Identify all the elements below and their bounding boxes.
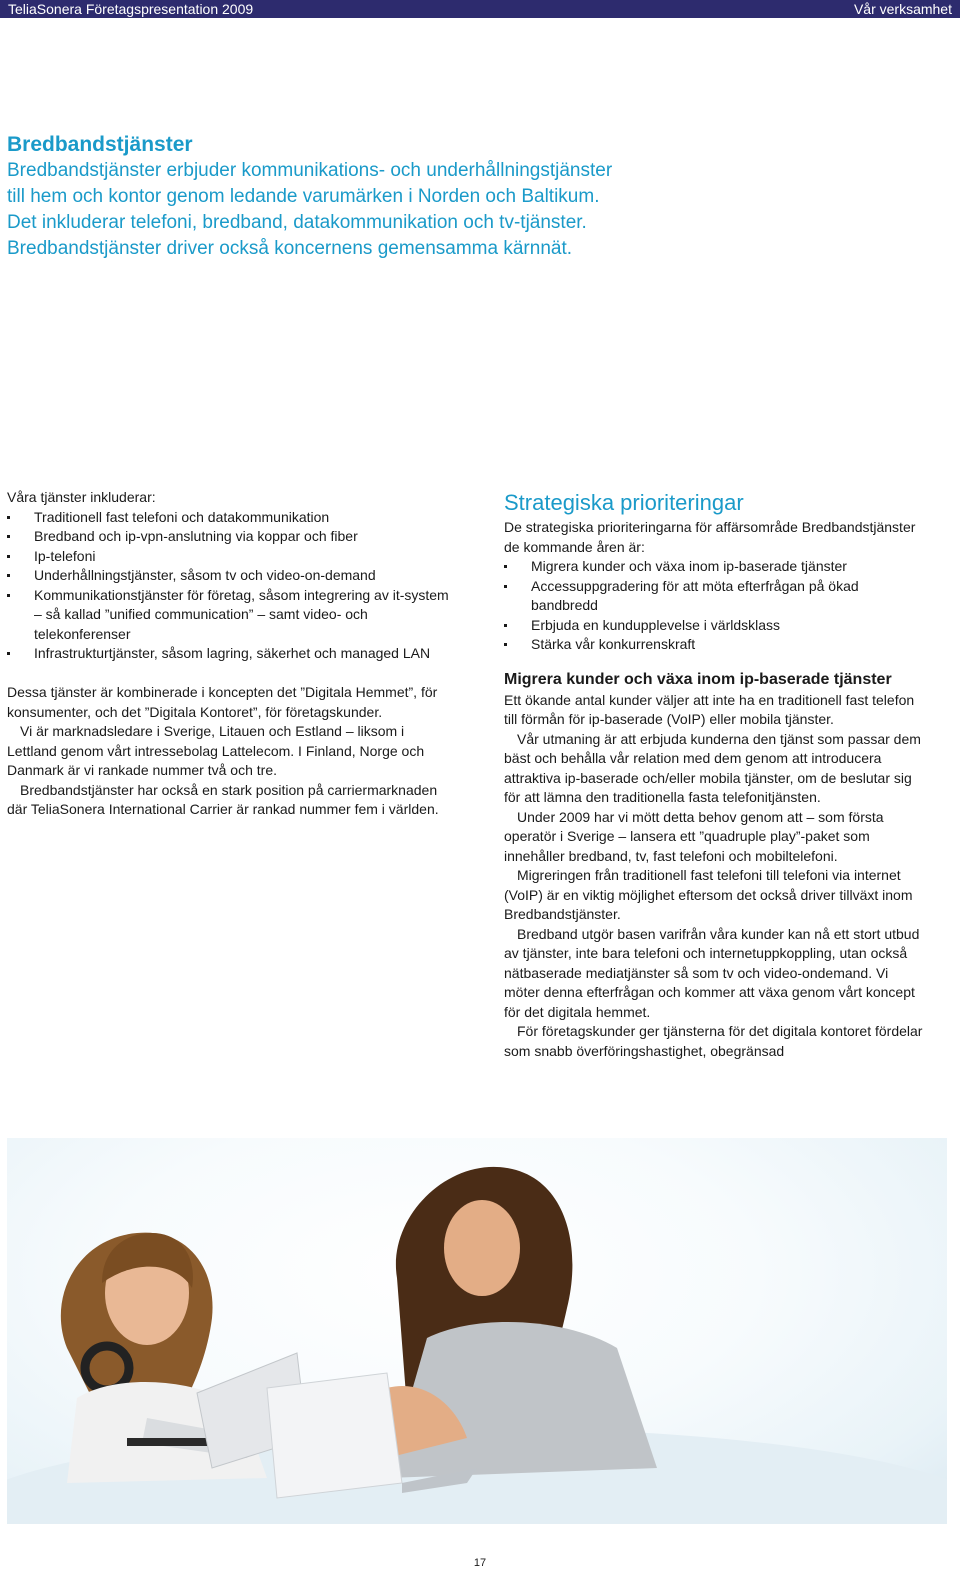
paragraph: Vår utmaning är att erbjuda kunderna den tjänst som passar dem bäst och behålla vår relation med dem genom att introducera attraktiva ip-baserade och/eller mobila tjänster, om de beslutar sig för att lämna den traditionella fasta telefonitjänsten. bbox=[504, 730, 921, 805]
paragraph: Dessa tjänster är kombinerade i koncepten det ”Digitala Hemmet”, för konsumenter, och det ”Digitala Kontoret”, för företagskunder. bbox=[7, 684, 438, 720]
spacer bbox=[7, 664, 457, 684]
right-girl-figure bbox=[387, 1167, 657, 1478]
page-number: 17 bbox=[473, 1557, 487, 1569]
list-item: Traditionell fast telefoni och datakommunikation bbox=[7, 508, 457, 528]
intro-title: Bredbandstjänster bbox=[7, 133, 193, 156]
paragraph: För företagskunder ger tjänsterna för det digitala kontoret fördelar som snabb överföringshastighet, obegränsad bbox=[504, 1023, 923, 1059]
services-lead: Våra tjänster inkluderar: bbox=[7, 489, 156, 505]
bullet-icon bbox=[7, 574, 10, 577]
bullet-icon bbox=[7, 516, 10, 519]
strategy-lead: De strategiska prioriteringarna för affärsområde Bredbandstjänster de kommande åren är: bbox=[504, 519, 916, 555]
priorities-list bbox=[504, 557, 924, 655]
paragraph: Bredbandstjänster har också en stark position på carriermarknaden där TeliaSonera International Carrier är rankad nummer fem i världen. bbox=[7, 781, 439, 817]
left-column bbox=[7, 488, 457, 820]
photo-illustration bbox=[7, 1138, 947, 1524]
list-item: Ip-telefoni bbox=[7, 547, 457, 567]
intro-text: Bredbandstjänster erbjuder kommunikations- och underhållningstjänster till hem och kontor genom ledande varumärken i Norden och Baltikum. Det inkluderar telefoni, bredband, datakommunikation och tv-tjänster. Bredbandstjänster driver också koncernens gemensamma kärnnät. bbox=[7, 160, 613, 259]
bullet-icon bbox=[504, 565, 507, 568]
header-title: TeliaSonera Företagspresentation 2009 bbox=[8, 1, 254, 17]
subheading: Migrera kunder och växa inom ip-baserade tjänster bbox=[504, 670, 892, 688]
running-header bbox=[0, 0, 960, 18]
list-item: Infrastrukturtjänster, såsom lagring, säkerhet och managed LAN bbox=[7, 644, 457, 664]
bullet-icon bbox=[504, 624, 507, 627]
bullet-icon bbox=[7, 594, 10, 597]
bullet-icon bbox=[7, 535, 10, 538]
photo-two-girls-with-laptops bbox=[7, 1138, 947, 1524]
paragraph: Ett ökande antal kunder väljer att inte ha en traditionell fast telefon till förmån för ip-baserade (VoIP) eller mobila tjänster. bbox=[504, 691, 915, 727]
list-item: Erbjuda en kundupplevelse i världsklass bbox=[504, 616, 924, 636]
list-item: Accessuppgradering för att möta efterfrågan på ökad bandbredd bbox=[504, 577, 924, 616]
bullet-icon bbox=[7, 652, 10, 655]
intro-section bbox=[7, 132, 647, 262]
header-section: Vår verksamhet bbox=[853, 1, 952, 17]
bullet-icon bbox=[7, 555, 10, 558]
list-item: Underhållningstjänster, såsom tv och video-on-demand bbox=[7, 566, 457, 586]
bullet-icon bbox=[504, 643, 507, 646]
paragraph: Migreringen från traditionell fast telefoni till telefoni via internet (VoIP) är en viktig möjlighet eftersom det också driver tillväxt inom Bredbandstjänster. bbox=[504, 867, 913, 922]
right-column bbox=[504, 488, 924, 1061]
list-item: Bredband och ip-vpn-anslutning via koppar och fiber bbox=[7, 527, 457, 547]
services-list bbox=[7, 508, 457, 664]
list-item: Kommunikationstjänster för företag, såsom integrering av it-system – så kallad ”unified communication” – samt video- och telekonferenser bbox=[7, 586, 457, 645]
bullet-icon bbox=[504, 585, 507, 588]
paragraph: Under 2009 har vi mött detta behov genom att – som första operatör i Sverige – lansera ett ”quadruple play”-paket som innehåller bredband, tv, fast telefoni och mobiltelefoni. bbox=[504, 808, 884, 864]
list-item: Migrera kunder och växa inom ip-baserade tjänster bbox=[504, 557, 924, 577]
paragraph: Vi är marknadsledare i Sverige, Litauen och Estland – liksom i Lettland genom vårt intressebolag Lattelecom. I Finland, Norge och Danmark är vi rankade nummer två och tre. bbox=[7, 723, 425, 778]
paragraph: Bredband utgör basen varifrån våra kunder kan nå ett stort utbud av tjänster, inte bara telefoni och internetuppkoppling, utan också nätbaserade mediatjänster så som tv och video-ondemand. Vi möter denna efterfrågan och kommer att växa genom vårt koncept för det digitala hemmet. bbox=[504, 925, 920, 1020]
strategy-heading: Strategiska prioriteringar bbox=[504, 490, 744, 515]
list-item: Stärka vår konkurrenskraft bbox=[504, 635, 924, 655]
